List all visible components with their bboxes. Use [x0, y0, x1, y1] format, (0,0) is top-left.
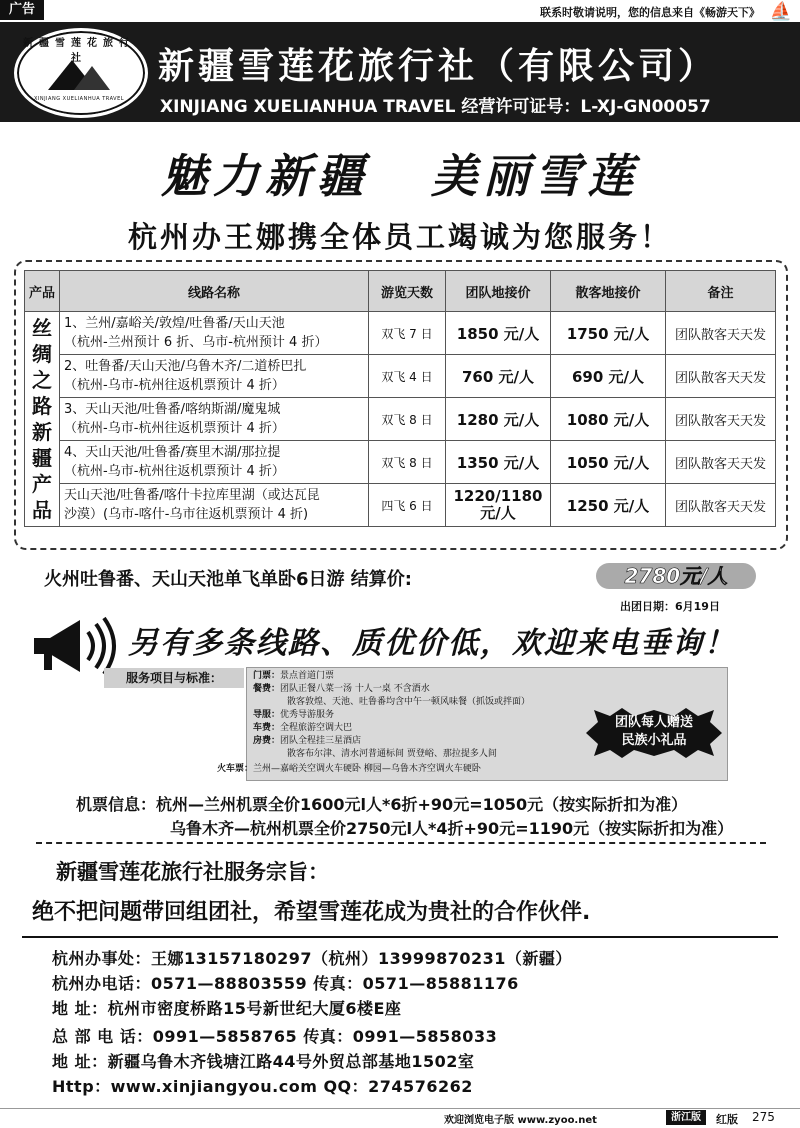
- table-row: [25, 312, 776, 355]
- table-row: [25, 398, 776, 441]
- ad-tag: 广告: [0, 0, 44, 20]
- route-note: 团队散客天天发: [666, 355, 776, 398]
- route-name: 2、吐鲁番/天山天池/乌鲁木齐/二道桥巴扎 （杭州-乌市-杭州往返机票预计 4 折）: [60, 355, 369, 398]
- header-note: 备注: [666, 271, 776, 312]
- team-price: 1850 元/人: [446, 312, 551, 355]
- route-days: 四飞 6 日: [369, 484, 446, 527]
- header-team-price: 团队地接价: [446, 271, 551, 312]
- team-price: 1280 元/人: [446, 398, 551, 441]
- tenet-title: 新疆雪莲花旅行社服务宗旨：: [56, 860, 329, 884]
- route-days: 双飞 4 日: [369, 355, 446, 398]
- route-name: 天山天池/吐鲁番/喀什卡拉库里湖（或达瓦昆 沙漠）(乌市-喀什-乌市往返机票预计 4 折): [60, 484, 369, 527]
- ship-icon: ⛵: [769, 1, 792, 22]
- divider: [36, 842, 766, 844]
- header-days: 游览天数: [369, 271, 446, 312]
- route-name: 3、天山天池/吐鲁番/喀纳斯湖/魔鬼城 （杭州-乌市-杭州往返机票预计 4 折）: [60, 398, 369, 441]
- ticket-info-1: 机票信息：杭州—兰州机票全价1600元l人*6折+90元=1050元（按实际折扣为准）: [76, 795, 688, 814]
- special-offer: 火州吐鲁番、天山天池单飞单卧6日游 结算价:: [44, 569, 412, 590]
- sub-slogan: 杭州办王娜携全体员工竭诚为您服务！: [127, 220, 672, 254]
- office-address: 地 址：杭州市密度桥路15号新世纪大厦6楼E座: [52, 999, 402, 1018]
- service-line: 导服：优秀导游服务: [253, 710, 335, 720]
- table-row: [25, 355, 776, 398]
- main-slogan: 魅力新疆 美丽雪莲: [160, 149, 639, 203]
- office-phone: 杭州办电话：0571—88803559 传真：0571—85881176: [52, 974, 519, 993]
- departure-date: 出团日期：6月19日: [620, 600, 720, 613]
- hq-address: 地 址：新疆乌鲁木齐钱塘江路44号外贸总部基地1502室: [52, 1052, 475, 1071]
- route-table: [24, 270, 776, 527]
- team-price: 760 元/人: [446, 355, 551, 398]
- header-route: 线路名称: [60, 271, 369, 312]
- route-days: 双飞 7 日: [369, 312, 446, 355]
- logo-text: 新疆雪莲花旅行社: [23, 38, 135, 64]
- more-routes-slogan: 另有多条线路、质优价低，欢迎来电垂询！: [128, 626, 736, 661]
- tenet-text: 绝不把问题带回组团社，希望雪莲花成为贵社的合作伙伴.: [32, 900, 591, 925]
- hq-phone: 总 部 电 话：0991—5858765 传真：0991—5858033: [52, 1027, 498, 1046]
- single-price: 1050 元/人: [551, 441, 666, 484]
- service-line: 车费：全程旅游空调大巴: [253, 723, 353, 733]
- service-line: 房费：团队全程挂三星酒店: [253, 736, 362, 746]
- route-note: 团队散客天天发: [666, 484, 776, 527]
- office-contact: 杭州办事处：王娜13157180297（杭州）13999870231（新疆）: [52, 949, 572, 968]
- route-note: 团队散客天天发: [666, 398, 776, 441]
- service-line: 火车票：兰州—嘉峪关空调火车硬卧 柳园—乌鲁木齐空调火车硬卧: [217, 764, 481, 774]
- header-single-price: 散客地接价: [551, 271, 666, 312]
- mountain-icon: [74, 66, 110, 90]
- special-price: 2780元/人: [596, 563, 756, 589]
- service-line: 门票：景点首道门票: [253, 671, 335, 681]
- footer-edition-tag: 浙江版: [666, 1110, 706, 1125]
- contact-block: [22, 936, 778, 1098]
- footer-edition: 红版: [716, 1113, 738, 1126]
- header-product: 产品: [25, 271, 60, 312]
- table-row: [25, 441, 776, 484]
- gift-text: 团队每人赠送 民族小礼品: [614, 715, 693, 748]
- route-name: 4、天山天池/吐鲁番/赛里木湖/那拉提 （杭州-乌市-杭州往返机票预计 4 折）: [60, 441, 369, 484]
- single-price: 1080 元/人: [551, 398, 666, 441]
- route-days: 双飞 8 日: [369, 441, 446, 484]
- footer-website[interactable]: 欢迎浏览电子版 www.zyoo.net: [444, 1115, 597, 1126]
- route-days: 双飞 8 日: [369, 398, 446, 441]
- logo-subtext: XINJIANG XUELIANHUA TRAVEL: [33, 96, 125, 102]
- page-number: 275: [752, 1110, 775, 1124]
- route-table-frame: [14, 260, 788, 550]
- company-name: 新疆雪莲花旅行社（有限公司）: [158, 46, 719, 87]
- category-cell: 丝绸之路新疆产品: [25, 312, 60, 527]
- team-price: 1350 元/人: [446, 441, 551, 484]
- table-row: [25, 484, 776, 527]
- service-line: 散客敦煌、天池、吐鲁番均含中午一顿风味餐（抓饭或拌面）: [287, 697, 531, 707]
- route-note: 团队散客天天发: [666, 441, 776, 484]
- website-qq[interactable]: Http：www.xinjiangyou.com QQ：274576262: [52, 1077, 473, 1096]
- team-price: 1220/1180 元/人: [446, 484, 551, 527]
- service-line: 散客布尔津、清水河普通标间 贾登峪、那拉提多人间: [287, 749, 497, 759]
- source-notice: 联系时敬请说明，您的信息来自《畅游天下》: [540, 6, 760, 19]
- single-price: 1250 元/人: [551, 484, 666, 527]
- single-price: 690 元/人: [551, 355, 666, 398]
- ticket-info-2: 乌鲁木齐—杭州机票全价2750元l人*4折+90元=1190元（按实际折扣为准）: [170, 819, 734, 838]
- route-name: 1、兰州/嘉峪关/敦煌/吐鲁番/天山天池 （杭州-兰州预计 6 折、乌市-杭州预计 4 折）: [60, 312, 369, 355]
- services-label: 服务项目与标准：: [104, 668, 244, 688]
- license-number: XINJIANG XUELIANHUA TRAVEL 经营许可证号：L-XJ-GN00057: [160, 97, 711, 117]
- service-line: 餐费：团队正餐八菜一汤 十人一桌 不含酒水: [253, 684, 430, 694]
- single-price: 1750 元/人: [551, 312, 666, 355]
- route-note: 团队散客天天发: [666, 312, 776, 355]
